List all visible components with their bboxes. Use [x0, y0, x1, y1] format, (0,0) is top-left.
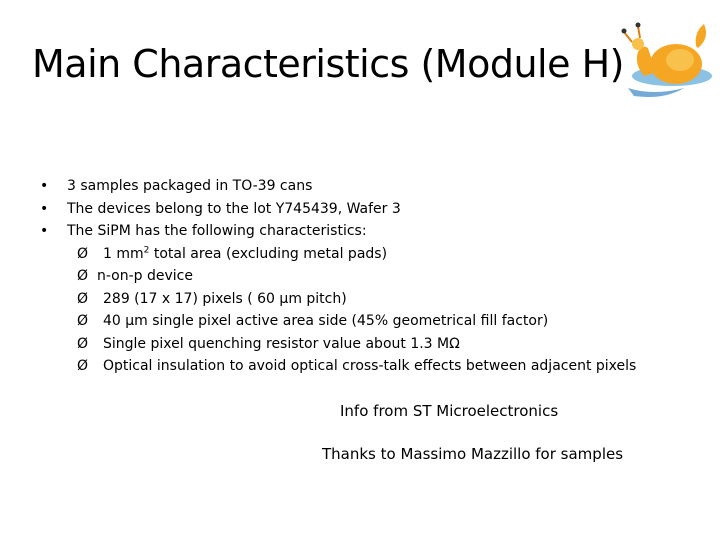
arrow-icon: Ø: [77, 358, 89, 374]
thanks-text: Thanks to Massimo Mazzillo for samples: [322, 445, 624, 463]
bullet-marker: •: [40, 223, 49, 239]
sub-bullet-text: 1 $mm^2$ total area (excluding metal pads): [103, 244, 388, 262]
sub-bullet-text: 40 µm single pixel active area side (45% geometrical fill factor): [103, 313, 549, 329]
snail-logo: [614, 18, 714, 110]
sub-bullet-text: Optical insulation to avoid optical cross-talk effects between adjacent pixels: [103, 358, 637, 374]
bullet-marker: •: [40, 200, 49, 217]
bullet-text: The devices belong to the lot Y745439, Wafer 3: [67, 200, 401, 217]
arrow-icon: Ø: [77, 268, 89, 284]
bullet-text: The SiPM has the following characteristics:: [67, 223, 367, 239]
slide-title: Main Characteristics (Module H): [32, 42, 624, 86]
bullet-text: 3 samples packaged in TO-39 cans: [67, 178, 313, 194]
arrow-icon: Ø: [77, 245, 89, 262]
sub-bullet-text: 289 (17 x 17) pixels ( 60 µm pitch): [103, 290, 347, 307]
sub-bullet-text: n-on-p device: [97, 268, 193, 284]
sub-bullet-text: Single pixel quenching resistor value about 1.3 MΩ: [103, 335, 460, 352]
bullet-marker: •: [40, 178, 49, 194]
arrow-icon: Ø: [77, 313, 89, 329]
arrow-icon: Ø: [77, 290, 89, 307]
info-text: Info from ST Microelectronics: [340, 402, 559, 420]
arrow-icon: Ø: [77, 335, 89, 352]
